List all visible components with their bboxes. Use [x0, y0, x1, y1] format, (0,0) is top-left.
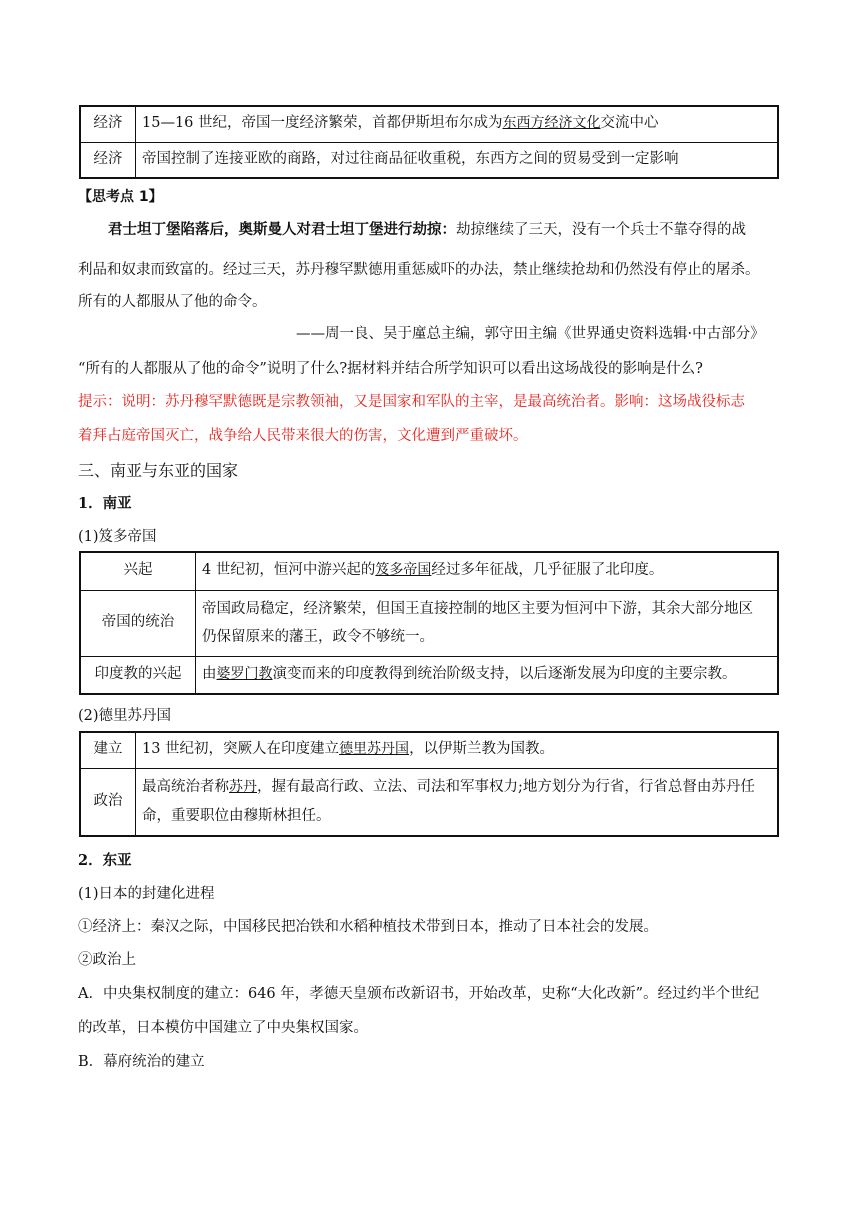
- row-label: 经济: [80, 106, 136, 142]
- table-row: [80, 552, 778, 590]
- row-label: 建立: [80, 732, 136, 768]
- row-content: 13 世纪初，突厥人在印度建立德里苏丹国，以伊斯兰教为国教。: [136, 732, 779, 768]
- row-content: 15—16 世纪，帝国一度经济繁荣，首都伊斯坦布尔成为东西方经济文化交流中心: [136, 106, 779, 142]
- gupta-title: (1)笈多帝国: [78, 529, 157, 545]
- politics-line: ②政治上: [78, 952, 136, 968]
- hint-line-2: 着拜占庭帝国灭亡，战争给人民带来很大的伤害，文化遭到严重破坏。: [78, 428, 528, 444]
- table-row: [80, 656, 778, 694]
- row-label: 经济: [80, 142, 136, 178]
- table-row: [80, 590, 778, 656]
- item-a-line-2: 的改革，日本模仿中国建立了中央集权国家。: [78, 1020, 368, 1036]
- table-row: [80, 106, 778, 142]
- question: “所有的人都服从了他的命令”说明了什么?据材料并结合所学知识可以看出这场战役的影响是什么?: [78, 361, 703, 377]
- row-content: 4 世纪初，恒河中游兴起的笈多帝国经过多年征战，几乎征服了北印度。: [196, 552, 779, 590]
- row-label: 政治: [80, 768, 136, 836]
- item-a-line-1: A．中央集权制度的建立：646 年，孝德天皇颁布改新诏书，开始改革，史称“大化改新”。经过约半个世纪: [78, 986, 760, 1002]
- item-b-line: B．幕府统治的建立: [78, 1054, 205, 1070]
- quote-line-1: 君士坦丁堡陷落后，奥斯曼人对君士坦丁堡进行劫掠：劫掠继续了三天，没有一个兵士不靠夺得的战: [108, 222, 746, 238]
- economy-table: [79, 105, 779, 179]
- subsection-east-asia: 2．东亚: [78, 852, 132, 869]
- row-content: 帝国控制了连接亚欧的商路，对过往商品征收重税，东西方之间的贸易受到一定影响: [136, 142, 779, 178]
- quote-source: ——周一良、吴于廑总主编，郭守田主编《世界通史资料选辑·中古部分》: [296, 326, 765, 342]
- delhi-table: [79, 731, 779, 837]
- gupta-table: [79, 551, 779, 695]
- quote-line-3: 所有的人都服从了他的命令。: [78, 294, 267, 310]
- row-content: 最高统治者称苏丹，握有最高行政、立法、司法和军事权力;地方划分为行省，行省总督由苏丹任 命，重要职位由穆斯林担任。: [136, 768, 779, 836]
- row-content: 帝国政局稳定，经济繁荣，但国王直接控制的地区主要为恒河中下游，其余大部分地区 仍保留原来的藩王，政令不够统一。: [196, 590, 779, 656]
- row-label: 印度教的兴起: [80, 656, 196, 694]
- table-row: [80, 732, 778, 768]
- hint-line-1: 提示：说明：苏丹穆罕默德既是宗教领袖，又是国家和军队的主宰，是最高统治者。影响：这场战役标志: [78, 394, 745, 410]
- row-content: 由婆罗门教演变而来的印度教得到统治阶级支持，以后逐渐发展为印度的主要宗教。: [196, 656, 779, 694]
- table-row: [80, 768, 778, 836]
- row-label: 帝国的统治: [80, 590, 196, 656]
- section-title: 三、南亚与东亚的国家: [78, 461, 239, 480]
- table-row: [80, 142, 778, 178]
- quote-line-2: 利品和奴隶而致富的。经过三天，苏丹穆罕默德用重惩威吓的办法，禁止继续抢劫和仍然没有停止的屠杀。: [78, 262, 760, 278]
- delhi-title: (2)德里苏丹国: [78, 708, 172, 724]
- think-point-heading: 【思考点 1】: [78, 189, 163, 205]
- subsection-south-asia: 1．南亚: [78, 495, 132, 512]
- japan-title: (1)日本的封建化进程: [78, 886, 215, 902]
- economy-line: ①经济上：秦汉之际，中国移民把冶铁和水稻种植技术带到日本，推动了日本社会的发展。: [78, 919, 658, 935]
- row-label: 兴起: [80, 552, 196, 590]
